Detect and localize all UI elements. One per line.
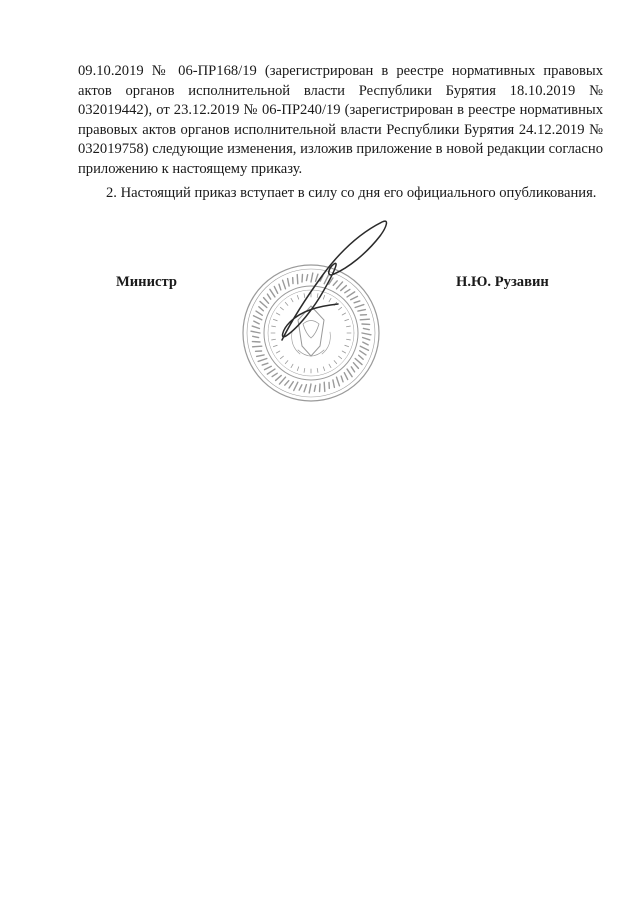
signatory-name: Н.Ю. Рузавин <box>456 274 549 290</box>
handwritten-signature-icon <box>262 212 402 352</box>
order-paragraph-continuation: 09.10.2019 № 06-ПР168/19 (зарегистрирован в реестре нормативных правовых актов органов исполнительной власти Республики Бурятия 18.10.2019 № 032019442), от 23.12.2019 № 06-ПР240/19 (зарегистрирован в реестре нормативных правовых актов органов исполнительной власти Республики Бурятия 24.12.2019 № 032019758) следующие изменения, изложив приложение в новой редакции согласно приложению к настоящему приказу. <box>78 63 603 177</box>
order-paragraph-2: 2. Настоящий приказ вступает в силу со дня его официального опубликования. <box>106 185 597 201</box>
signatory-position: Министр <box>116 274 177 290</box>
